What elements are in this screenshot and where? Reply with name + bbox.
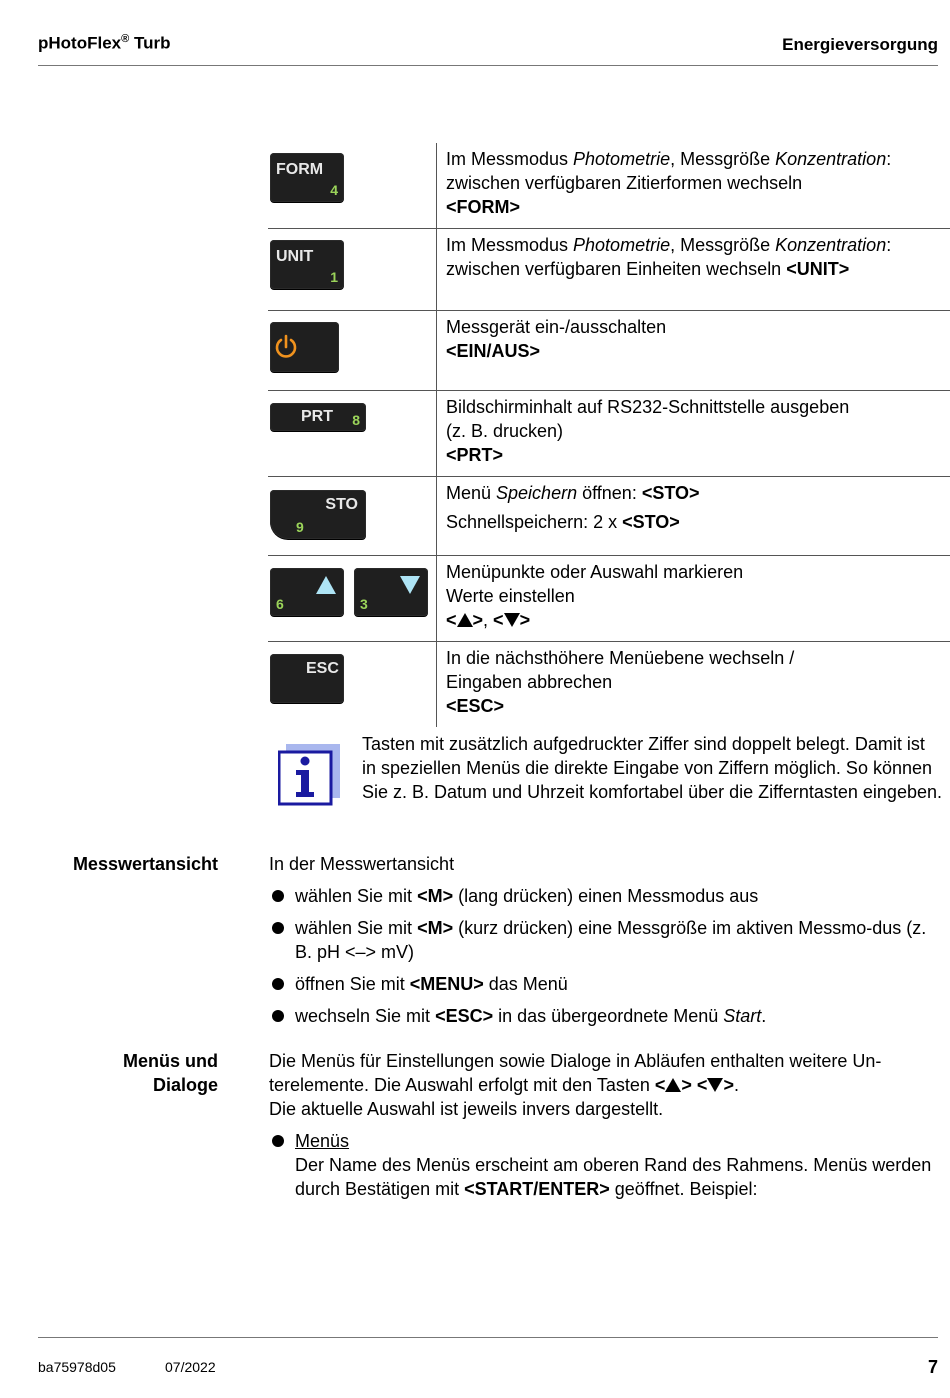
key-number: 1 bbox=[330, 269, 338, 285]
key-description: Im Messmodus Photometrie, Messgröße Konzentration: zwischen verfügbaren Zitierformen wechseln <FORM> bbox=[446, 149, 892, 217]
key-number: 4 bbox=[330, 182, 338, 198]
footer-rule bbox=[38, 1337, 938, 1338]
list-item: wählen Sie mit <M> (kurz drücken) eine Messgröße im aktiven Messmo-dus (z. B. pH <–> mV) bbox=[269, 916, 941, 964]
key-cell bbox=[268, 311, 437, 390]
key-label: UNIT bbox=[276, 248, 314, 265]
arrow-down-key-icon bbox=[354, 568, 428, 616]
key-row-sto bbox=[268, 477, 950, 556]
messwert-list bbox=[269, 884, 941, 1028]
product-name: pHotoFlex bbox=[38, 33, 122, 53]
info-note: Tasten mit zusätzlich aufgedruckter Ziffer sind doppelt belegt. Damit ist in speziellen Menüs die direkte Eingabe von Ziffern möglich. So können Sie z. B. Datum und Uhrzeit komfortabel über die Zifferntasten eingeben. bbox=[362, 734, 942, 802]
footer-doc-id: ba75978d05 bbox=[38, 1359, 116, 1375]
key-row-unit bbox=[268, 229, 950, 311]
header-section: Energieversorgung bbox=[782, 35, 938, 54]
arrow-up-icon bbox=[457, 613, 473, 627]
list-item: wechseln Sie mit <ESC> in das übergeordnete Menü Start. bbox=[269, 1004, 941, 1028]
key-number: 6 bbox=[276, 596, 284, 612]
key-row-esc bbox=[268, 642, 950, 727]
key-number: 8 bbox=[352, 412, 360, 428]
key-description: Messgerät ein-/ausschalten <EIN/AUS> bbox=[446, 317, 667, 361]
key-table bbox=[268, 143, 950, 727]
menus-list bbox=[269, 1129, 941, 1201]
bullet-icon bbox=[272, 1135, 284, 1147]
intro-text: In der Messwertansicht bbox=[269, 854, 455, 874]
menus-section bbox=[269, 1049, 941, 1209]
form-key-icon bbox=[270, 153, 344, 202]
header-rule bbox=[38, 65, 938, 66]
bullet-icon bbox=[272, 922, 284, 934]
arrow-down-icon bbox=[400, 576, 420, 594]
key-label: PRT bbox=[301, 408, 333, 425]
key-description: Menü Speichern öffnen: <STO> Schnellspeichern: 2 x <STO> bbox=[446, 483, 700, 532]
menus-paragraph-2: Die aktuelle Auswahl ist jeweils invers dargestellt. bbox=[269, 1099, 664, 1119]
list-item: wählen Sie mit <M> (lang drücken) einen Messmodus aus bbox=[269, 884, 941, 908]
key-number: 9 bbox=[296, 519, 304, 535]
key-label: STO bbox=[325, 496, 358, 513]
bullet-icon bbox=[272, 890, 284, 902]
power-icon bbox=[274, 334, 298, 360]
esc-key-icon bbox=[270, 654, 344, 703]
key-row-form bbox=[268, 143, 950, 229]
key-cell bbox=[268, 556, 437, 641]
side-heading-messwert: Messwertansicht bbox=[72, 854, 218, 874]
arrow-down-icon bbox=[707, 1078, 723, 1092]
unit-key-icon bbox=[270, 240, 344, 289]
product-model: Turb bbox=[133, 33, 171, 53]
bullet-icon bbox=[272, 978, 284, 990]
arrow-up-icon bbox=[665, 1078, 681, 1092]
prt-key-icon bbox=[270, 403, 366, 431]
page-number: 7 bbox=[927, 1357, 938, 1377]
power-key-icon bbox=[270, 322, 339, 372]
footer-date: 07/2022 bbox=[165, 1359, 216, 1375]
key-cell bbox=[268, 143, 437, 228]
key-label: ESC bbox=[306, 660, 339, 677]
key-row-power bbox=[268, 311, 950, 391]
key-description: In die nächsthöhere Menüebene wechseln / Eingaben abbrechen <ESC> bbox=[446, 648, 795, 716]
key-description: Bildschirminhalt auf RS232-Schnittstelle ausgeben (z. B. drucken) <PRT> bbox=[446, 397, 850, 465]
header-product bbox=[38, 33, 170, 54]
side-heading-menus: Menüs und Dialoge bbox=[123, 1051, 218, 1095]
sto-key-icon bbox=[270, 490, 366, 539]
key-description: Im Messmodus Photometrie, Messgröße Konzentration: zwischen verfügbaren Einheiten wechseln <UNIT> bbox=[446, 235, 892, 279]
key-cell bbox=[268, 229, 437, 310]
key-cell bbox=[268, 391, 437, 476]
key-label: FORM bbox=[276, 161, 324, 178]
key-cell bbox=[268, 642, 437, 727]
list-item: öffnen Sie mit <MENU> das Menü bbox=[269, 972, 941, 996]
list-item: Menüs Der Name des Menüs erscheint am oberen Rand des Rahmens. Menüs werden durch Bestätigen mit <START/ENTER> geöffnet. Beispiel: bbox=[269, 1129, 941, 1201]
bullet-icon bbox=[272, 1010, 284, 1022]
key-row-prt bbox=[268, 391, 950, 477]
arrow-up-icon bbox=[316, 576, 336, 594]
arrow-up-key-icon bbox=[270, 568, 344, 616]
info-icon bbox=[278, 744, 340, 806]
key-cell bbox=[268, 477, 437, 555]
registered-mark: ® bbox=[121, 33, 130, 45]
messwert-section bbox=[269, 852, 941, 1036]
menus-paragraph: Die Menüs für Einstellungen sowie Dialoge in Abläufen enthalten weitere Un-terelemente. Die Auswahl erfolgt mit den Tasten < > < >. bbox=[269, 1051, 882, 1095]
arrow-down-icon bbox=[504, 613, 520, 627]
key-number: 3 bbox=[360, 596, 368, 612]
key-row-arrows bbox=[268, 556, 950, 642]
key-description: Menüpunkte oder Auswahl markieren Werte einstellen < >, < > bbox=[446, 562, 744, 630]
